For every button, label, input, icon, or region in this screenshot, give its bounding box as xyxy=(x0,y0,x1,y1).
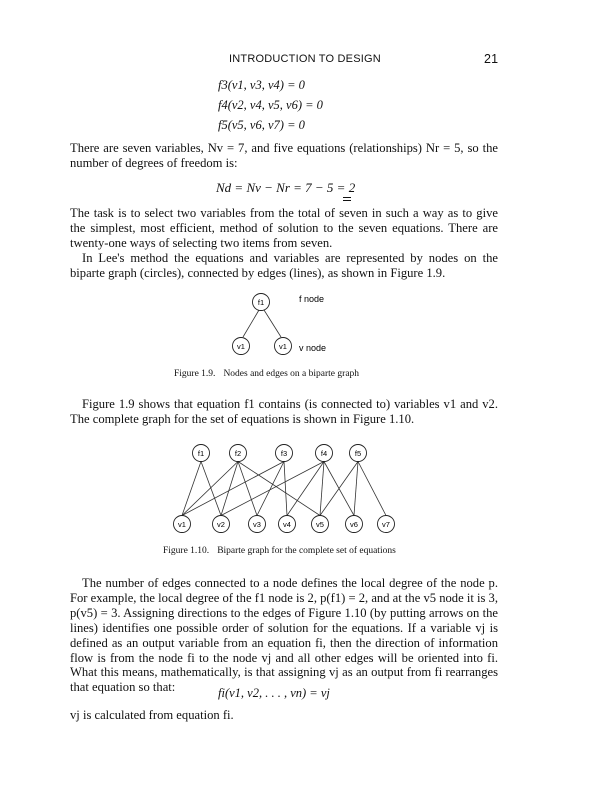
fig110-edge-f3-v1 xyxy=(182,462,284,516)
fig110-edge-f4-v4 xyxy=(287,462,324,516)
figure-1-10 xyxy=(160,438,410,538)
fig110-edge-f5-v5 xyxy=(320,462,358,516)
paragraph-figure-1-9 xyxy=(70,397,498,427)
fig110-f-node-1 xyxy=(193,445,210,462)
paragraph-figure-1-9-text: Figure 1.9 shows that equation f1 contains (is connected to) variables v1 and v2. The complete graph for the set of equations is shown in Figure 1.10. xyxy=(70,397,498,426)
fig19-v-node-right-label: v1 xyxy=(279,342,287,351)
fig110-v-node-3-label: v3 xyxy=(253,520,261,529)
equation-output-assignment: fi(v1, v2, . . . , vn) = vj xyxy=(218,686,330,700)
paragraph-task xyxy=(70,206,498,281)
fig110-edge-f5-v7 xyxy=(358,462,386,516)
fig110-v-node-7-label: v7 xyxy=(382,520,390,529)
figure-1-10-caption xyxy=(163,546,396,556)
running-head: INTRODUCTION TO DESIGN xyxy=(229,53,381,65)
fig110-f-node-1-label: f1 xyxy=(197,449,205,458)
fig110-edge-f2-v3 xyxy=(238,462,257,516)
paragraph-task-text: The task is to select two variables from the total of seven in such a way as to give the simplest, most efficient, method of solution to the seven equations. There are twenty-one ways of selecting two items from seven. xyxy=(70,206,498,250)
fig110-edge-f5-v6 xyxy=(354,462,358,516)
fig19-v-node-legend: v node xyxy=(299,343,327,353)
equation-degrees-of-freedom: Nd = Nv − Nr = 7 − 5 = 2 xyxy=(216,180,356,195)
fig110-v-node-6 xyxy=(346,516,363,533)
paragraph-calculated-text: vj is calculated from equation fi. xyxy=(70,708,234,722)
fig110-v-node-7 xyxy=(378,516,395,533)
paragraph-variables xyxy=(70,141,498,171)
fig110-edge-f3-v3 xyxy=(257,462,284,516)
fig110-f-node-3-label: f3 xyxy=(280,449,288,458)
fig110-f-node-2-label: f2 xyxy=(234,449,242,458)
fig110-edge-f1-v2 xyxy=(201,462,221,516)
double-underline-2 xyxy=(343,200,351,201)
fig110-f-node-2 xyxy=(230,445,247,462)
fig110-v-node-2 xyxy=(213,516,230,533)
fig19-f-node-label: f1 xyxy=(257,298,265,307)
fig110-f-node-3 xyxy=(276,445,293,462)
figure-1-9-caption-label: Figure 1.9. xyxy=(174,369,216,379)
fig19-f-node xyxy=(253,294,270,311)
paragraph-variables-text: There are seven variables, Nv = 7, and five equations (relationships) Nr = 5, so the number of degrees of freedom is: xyxy=(70,141,498,170)
fig19-edge-1 xyxy=(243,310,259,337)
paragraph-local-degree-text: The number of edges connected to a node defines the local degree of the node p. For example, the local degree of the f1 node is 2, p(f1) = 2, and at the v5 node it is 3, p(v5) = 3. Assigning directions to the edges of Figure 1.10 (by putting arrows on the lines) identifies one possible order of solution for the equations. If a variable vj is defined as an output variable from an equation fi, then the direction of information flow is from the node fi to the node vj and all other edges will be oriented into fi. What this means, mathematically, is that assigning vj as an output from fi rearranges that equation so that: xyxy=(70,576,498,695)
fig110-f-node-4 xyxy=(316,445,333,462)
double-underline xyxy=(343,197,351,198)
fig110-v-node-1 xyxy=(174,516,191,533)
fig110-v-node-1-label: v1 xyxy=(178,520,186,529)
figure-1-9-caption xyxy=(174,369,359,379)
fig110-f-node-4-label: f4 xyxy=(320,449,328,458)
fig110-v-node-4 xyxy=(279,516,296,533)
fig110-v-node-5 xyxy=(312,516,329,533)
fig19-edge-2 xyxy=(264,310,281,337)
paragraph-lee-method: In Lee's method the equations and variables are represented by nodes on the biparte graph (circles), connected by edges (lines), as shown in Figure 1.9. xyxy=(70,250,498,280)
fig110-v-node-3 xyxy=(249,516,266,533)
equation-f5: f5(v5, v6, v7) = 0 xyxy=(218,118,305,132)
fig19-f-node-legend: f node xyxy=(299,294,325,304)
fig19-v-node-left xyxy=(233,338,250,355)
figure-1-10-caption-text: Biparte graph for the complete set of equations xyxy=(217,546,396,556)
equation-f4: f4(v2, v4, v5, v6) = 0 xyxy=(218,98,323,112)
paragraph-local-degree xyxy=(70,576,498,695)
fig110-f-node-5-label: f5 xyxy=(354,449,362,458)
figure-1-9-caption-text: Nodes and edges on a biparte graph xyxy=(223,369,360,379)
fig110-edge-f4-v5 xyxy=(320,462,324,516)
fig110-f-node-5 xyxy=(350,445,367,462)
paragraph-calculated xyxy=(70,708,498,723)
figure-1-9 xyxy=(220,285,360,365)
page-number: 21 xyxy=(484,52,499,66)
figure-1-10-caption-label: Figure 1.10. xyxy=(163,546,210,556)
fig110-v-node-5-label: v5 xyxy=(316,520,324,529)
fig19-v-node-left-label: v1 xyxy=(237,342,245,351)
fig19-v-node-right xyxy=(275,338,292,355)
fig110-edge-f4-v2 xyxy=(221,462,324,516)
fig110-v-node-4-label: v4 xyxy=(283,520,291,529)
fig110-v-node-6-label: v6 xyxy=(350,520,358,529)
fig110-edge-f3-v4 xyxy=(284,462,287,516)
equation-f3: f3(v1, v3, v4) = 0 xyxy=(218,78,305,92)
fig110-v-node-2-label: v2 xyxy=(217,520,225,529)
